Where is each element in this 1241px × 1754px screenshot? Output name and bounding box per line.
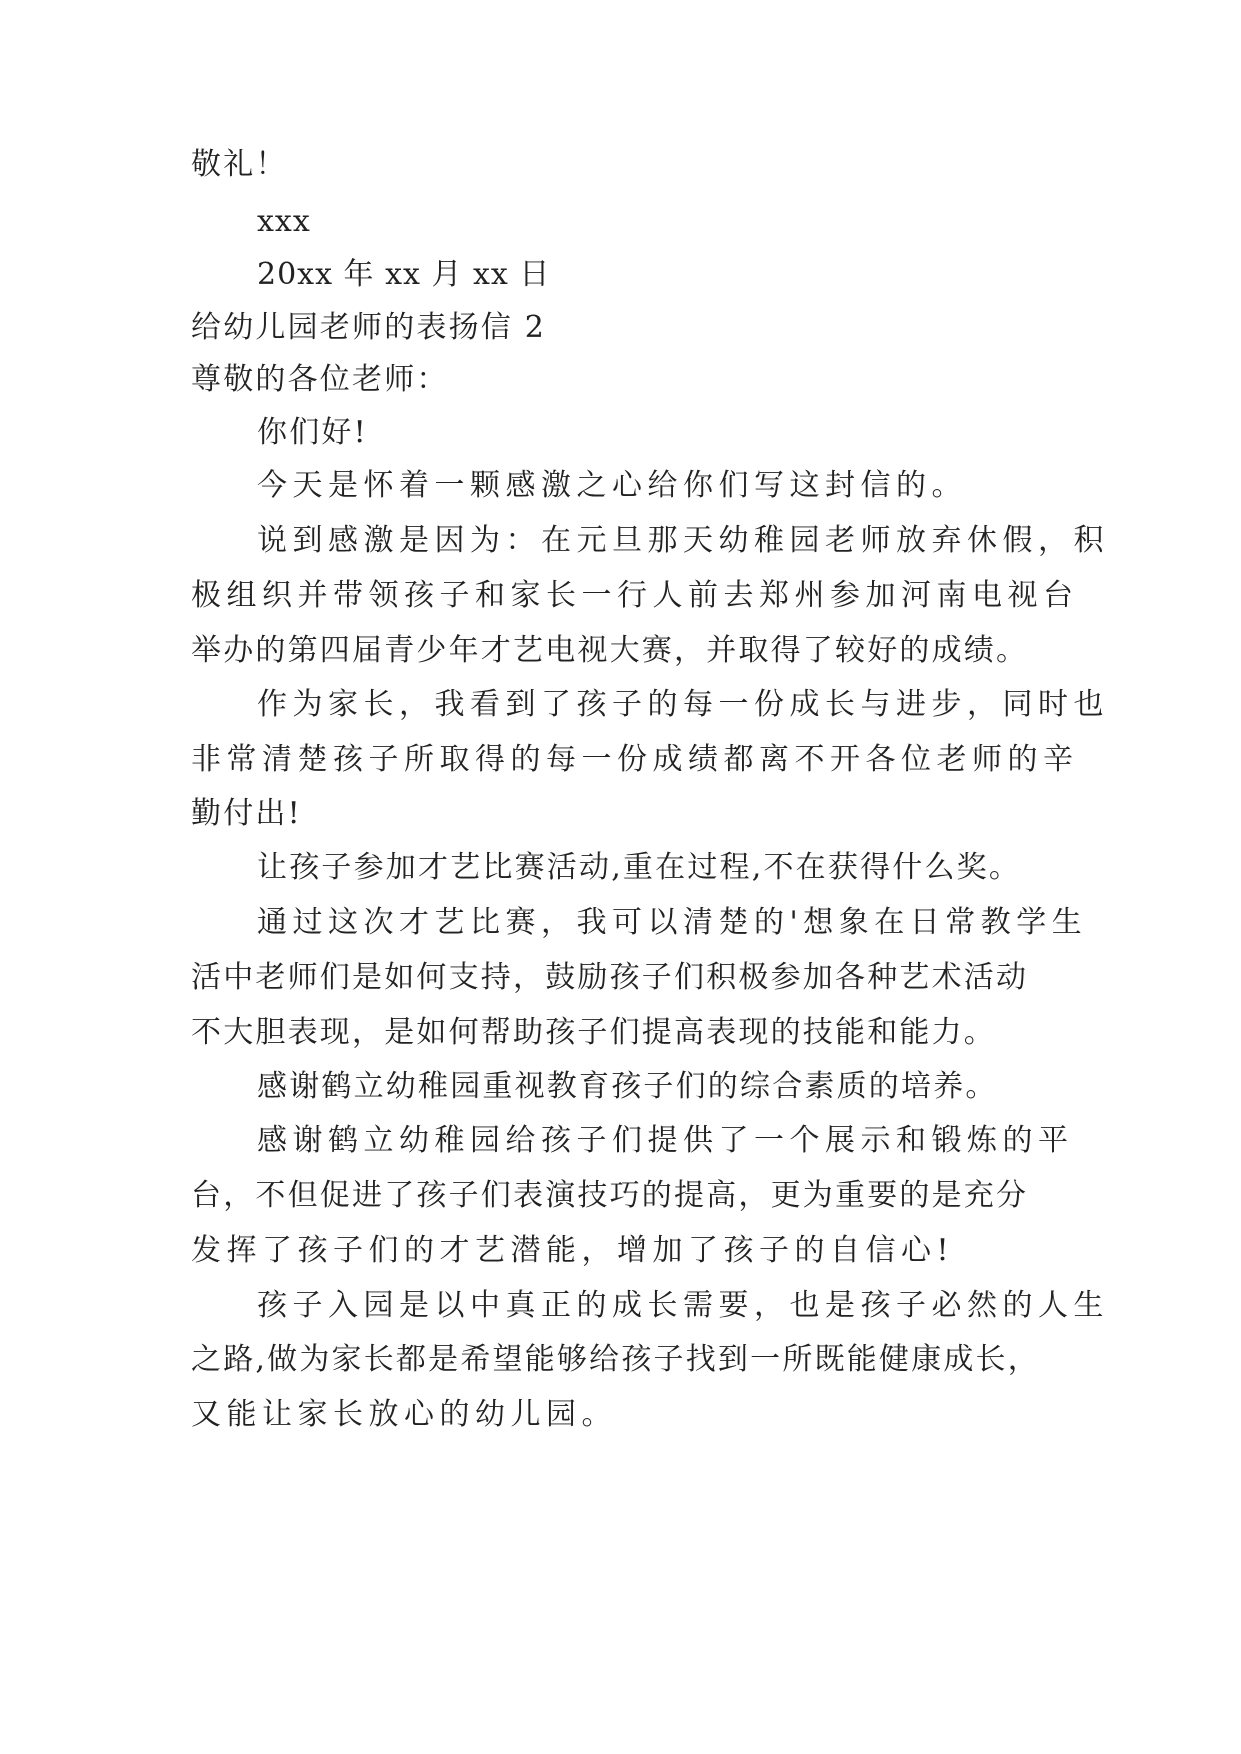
salutation-text: 尊敬的各位老师： [191, 362, 449, 397]
body-line: 作为家长，我看到了孩子的每一份成长与进步，同时也 [257, 687, 1109, 722]
body-line: 让孩子参加才艺比赛活动,重在过程,不在获得什么奖。 [257, 850, 1022, 885]
body-line: 台，不但促进了孩子们表演技巧的提高，更为重要的是充分 [191, 1178, 1029, 1213]
signature-text: xxx [257, 204, 311, 239]
body-line: 通过这次才艺比赛，我可以清楚的'想象在日常教学生 [257, 905, 1088, 940]
body-line: 举办的第四届青少年才艺电视大赛，并取得了较好的成绩。 [191, 633, 1029, 668]
closing-text: 敬礼！ [191, 147, 288, 182]
greeting-text: 你们好! [257, 415, 368, 450]
body-line: 感谢鹤立幼稚园重视教育孩子们的综合素质的培养。 [257, 1069, 998, 1104]
body-line: 又能让家长放心的幼儿园。 [191, 1397, 617, 1432]
body-line: 极组织并带领孩子和家长一行人前去郑州参加河南电视台 [191, 578, 1079, 613]
date-text: 20xx 年 xx 月 xx 日 [257, 257, 551, 292]
body-line: 发挥了孩子们的才艺潜能，增加了孩子的自信心! [191, 1233, 955, 1268]
letter-title: 给幼儿园老师的表扬信 2 [191, 310, 547, 345]
body-line: 之路,做为家长都是希望能够给孩子找到一所既能健康成长， [191, 1342, 1040, 1377]
body-line: 感谢鹤立幼稚园给孩子们提供了一个展示和锻炼的平 [257, 1123, 1074, 1158]
body-line: 说到感激是因为：在元旦那天幼稚园老师放弃休假，积 [257, 523, 1109, 558]
body-line: 不大胆表现，是如何帮助孩子们提高表现的技能和能力。 [191, 1015, 996, 1050]
body-line: 勤付出! [191, 796, 302, 831]
body-line: 活中老师们是如何支持，鼓励孩子们积极参加各种艺术活动 [191, 960, 1029, 995]
body-line: 今天是怀着一颗感激之心给你们写这封信的。 [257, 468, 967, 503]
body-line: 非常清楚孩子所取得的每一份成绩都离不开各位老师的辛 [191, 742, 1079, 777]
body-line: 孩子入园是以中真正的成长需要，也是孩子必然的人生 [257, 1288, 1109, 1323]
